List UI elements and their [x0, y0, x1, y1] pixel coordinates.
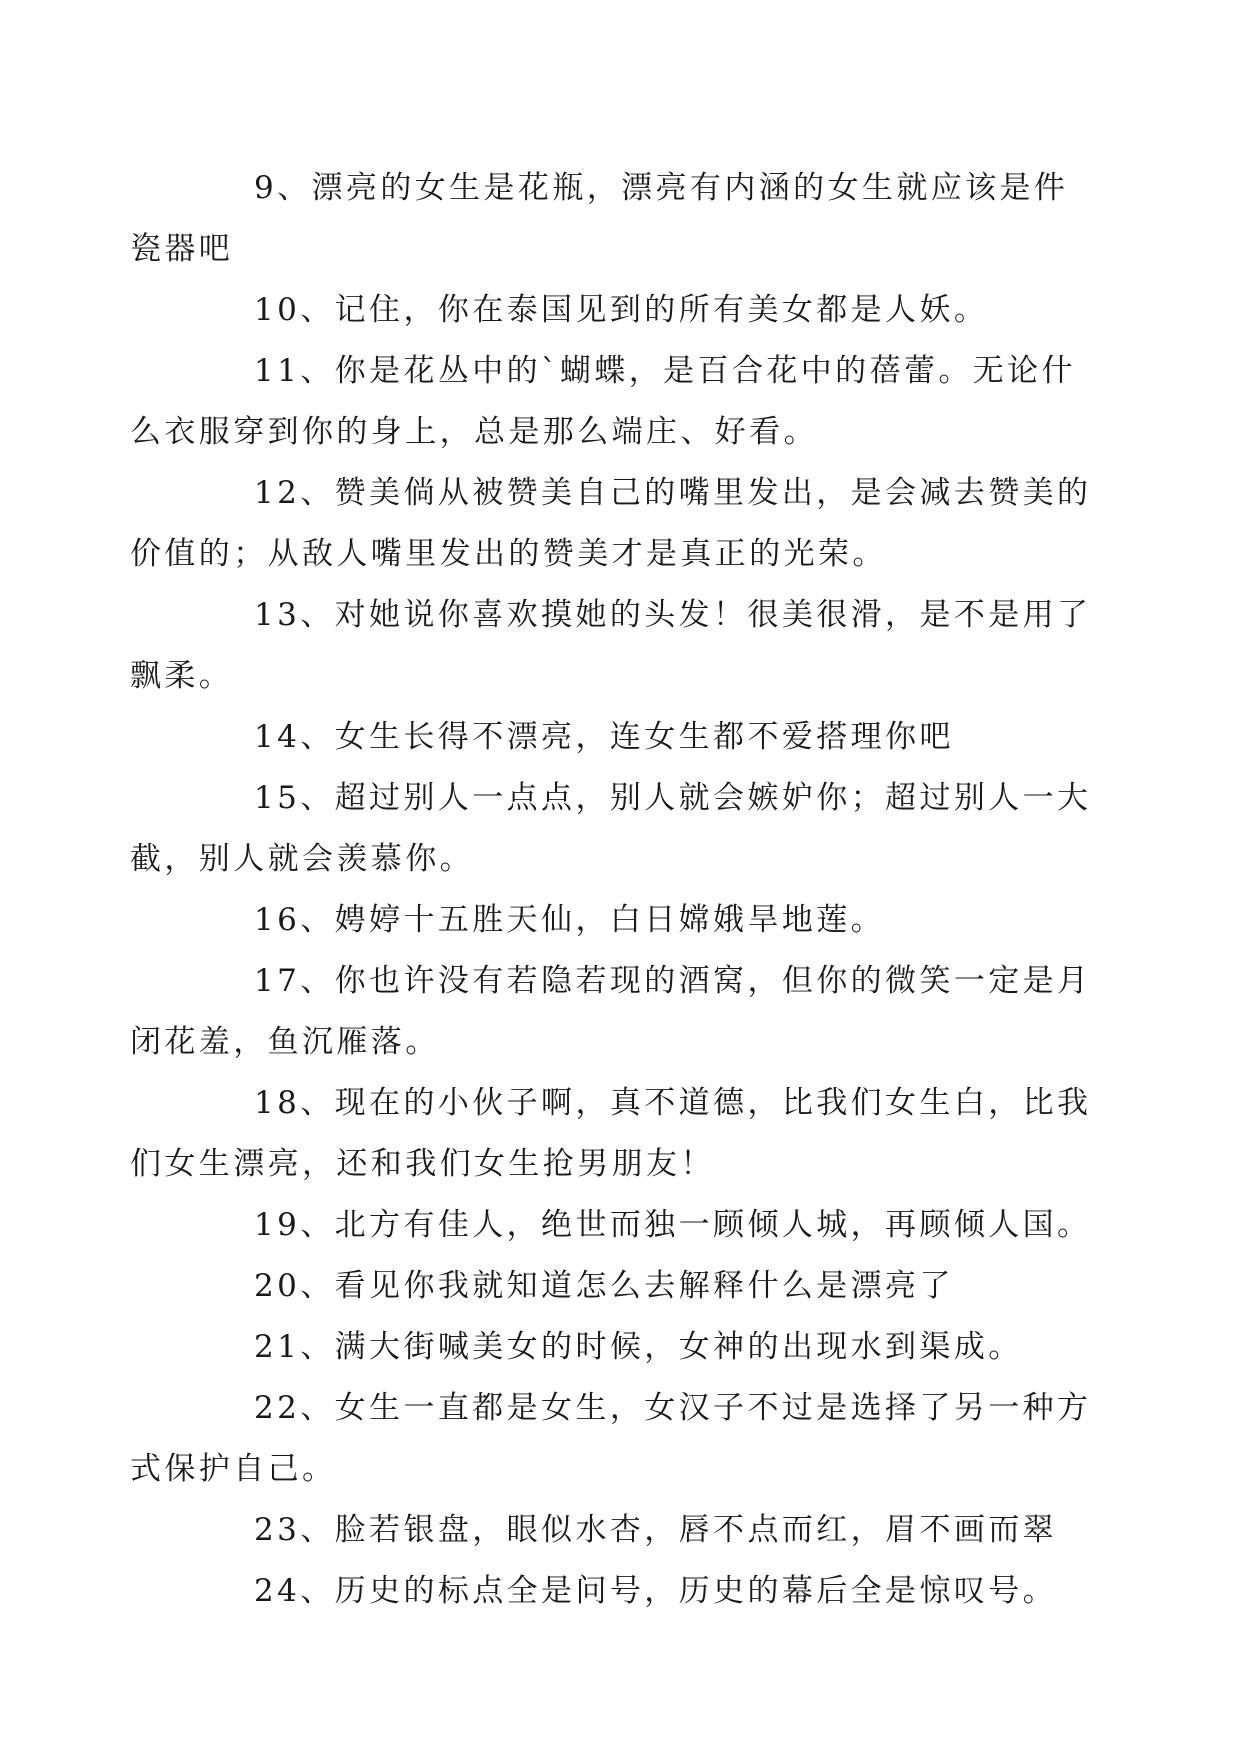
paragraph-line: 23、脸若银盘，眼似水杏，唇不点而红，眉不画而翠 — [254, 1512, 1058, 1548]
paragraph-11 — [130, 341, 1076, 463]
paragraph-line: 18、现在的小伙子啊，真不道德，比我们女生白，比我 — [254, 1085, 1092, 1121]
paragraph-9 — [130, 158, 1072, 280]
paragraph-line: 22、女生一直都是女生，女汉子不过是选择了另一种方 — [254, 1390, 1092, 1426]
paragraph-line: 17、你也许没有若隐若现的酒窝，但你的微笑一定是月 — [254, 963, 1092, 999]
paragraph-line: 9、漂亮的女生是花瓶，漂亮有内涵的女生就应该是件 — [254, 170, 1069, 206]
paragraph-line: 飘柔。 — [130, 658, 234, 694]
paragraph-line: 式保护自己。 — [130, 1451, 337, 1487]
paragraph-line: 价值的；从敌人嘴里发出的赞美才是真正的光荣。 — [130, 536, 887, 572]
document-body — [130, 158, 1092, 1622]
paragraph-line: 16、娉婷十五胜天仙，白日嫦娥旱地莲。 — [254, 902, 886, 938]
paragraph-line: 15、超过别人一点点，别人就会嫉妒你；超过别人一大 — [254, 780, 1092, 816]
paragraph-23 — [192, 1500, 1072, 1561]
paragraph-21 — [192, 1317, 1072, 1378]
paragraph-line: 12、赞美倘从被赞美自己的嘴里发出，是会减去赞美的 — [254, 475, 1092, 511]
paragraph-24 — [192, 1561, 1072, 1622]
paragraph-12 — [130, 463, 1092, 585]
paragraph-line: 瓷器吧 — [130, 231, 234, 267]
paragraph-line: 19、北方有佳人，绝世而独一顾倾人城，再顾倾人国。 — [254, 1207, 1092, 1243]
paragraph-line: 14、女生长得不漂亮，连女生都不爱搭理你吧 — [254, 719, 954, 755]
paragraph-22 — [130, 1378, 1092, 1500]
paragraph-13 — [130, 585, 1092, 707]
paragraph-line: 么衣服穿到你的身上，总是那么端庄、好看。 — [130, 414, 818, 450]
paragraph-line: 20、看见你我就知道怎么去解释什么是漂亮了 — [254, 1268, 954, 1304]
paragraph-16 — [192, 890, 1072, 951]
paragraph-10 — [192, 280, 1072, 341]
paragraph-15 — [130, 768, 1092, 890]
paragraph-20 — [192, 1256, 1072, 1317]
paragraph-line: 13、对她说你喜欢摸她的头发！很美很滑，是不是用了 — [254, 597, 1092, 633]
paragraph-line: 21、满大街喊美女的时候，女神的出现水到渠成。 — [254, 1329, 1023, 1365]
paragraph-line: 闭花羞，鱼沉雁落。 — [130, 1024, 440, 1060]
paragraph-18 — [130, 1073, 1092, 1195]
paragraph-line: 们女生漂亮，还和我们女生抢男朋友！ — [130, 1146, 715, 1182]
paragraph-19 — [192, 1195, 1092, 1256]
paragraph-line: 截，别人就会羡慕你。 — [130, 841, 474, 877]
paragraph-line: 24、历史的标点全是问号，历史的幕后全是惊叹号。 — [254, 1573, 1058, 1609]
paragraph-14 — [192, 707, 1072, 768]
paragraph-line: 10、记住，你在泰国见到的所有美女都是人妖。 — [254, 292, 989, 328]
paragraph-line: 11、你是花丛中的`蝴蝶，是百合花中的蓓蕾。无论什 — [254, 353, 1076, 389]
paragraph-17 — [130, 951, 1092, 1073]
